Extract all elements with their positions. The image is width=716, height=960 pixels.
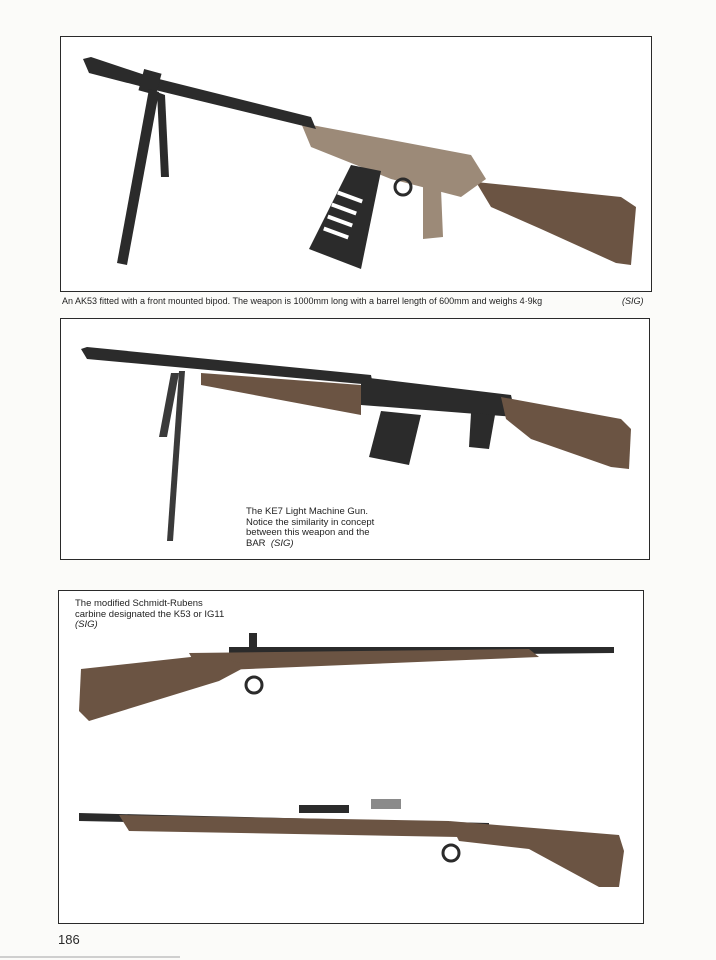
ak53-rifle-photo bbox=[61, 37, 651, 291]
stock bbox=[476, 182, 636, 265]
figure1-caption-text: An AK53 fitted with a front mounted bipod. The weapon is 1000mm long with a barrel length of 600mm and weighs 4·9kg bbox=[62, 296, 543, 306]
photo-frame-k53 bbox=[58, 590, 644, 924]
magazine bbox=[369, 411, 421, 465]
bipod-leg-left bbox=[117, 89, 159, 265]
figure2-caption-line: Notice the similarity in concept bbox=[246, 516, 375, 528]
stock bbox=[501, 397, 631, 469]
figure3-caption-line: The modified Schmidt-Rubens bbox=[75, 598, 203, 609]
figure3-credit: (SIG) bbox=[75, 619, 98, 630]
figure1-credit: (SIG) bbox=[622, 296, 644, 306]
photo-frame-ak53 bbox=[60, 36, 652, 292]
page-number: 186 bbox=[58, 932, 80, 947]
photo-frame-ke7 bbox=[60, 318, 650, 560]
barrel bbox=[83, 57, 316, 129]
figure2-caption bbox=[246, 507, 416, 549]
pistol-grip bbox=[469, 413, 495, 449]
k53-carbine-photos bbox=[59, 591, 643, 923]
receiver bbox=[361, 377, 516, 417]
carbine-upper bbox=[79, 633, 614, 721]
pistol-grip bbox=[423, 187, 443, 239]
figure2-caption-line: between this weapon and the bbox=[246, 527, 370, 538]
forend bbox=[301, 123, 486, 197]
carbine-lower bbox=[79, 799, 624, 887]
figure3-caption bbox=[75, 599, 225, 631]
figure2-caption-line: BAR bbox=[246, 537, 266, 549]
figure2-credit: (SIG) bbox=[270, 537, 294, 549]
figure2-caption-line: The KE7 Light Machine Gun. bbox=[246, 506, 368, 517]
scan-edge-line bbox=[0, 956, 180, 958]
bipod-leg-right bbox=[157, 92, 169, 177]
figure3-caption-line: carbine designated the K53 or IG11 bbox=[75, 608, 225, 620]
figure1-caption bbox=[62, 296, 644, 307]
magazine bbox=[309, 165, 381, 269]
